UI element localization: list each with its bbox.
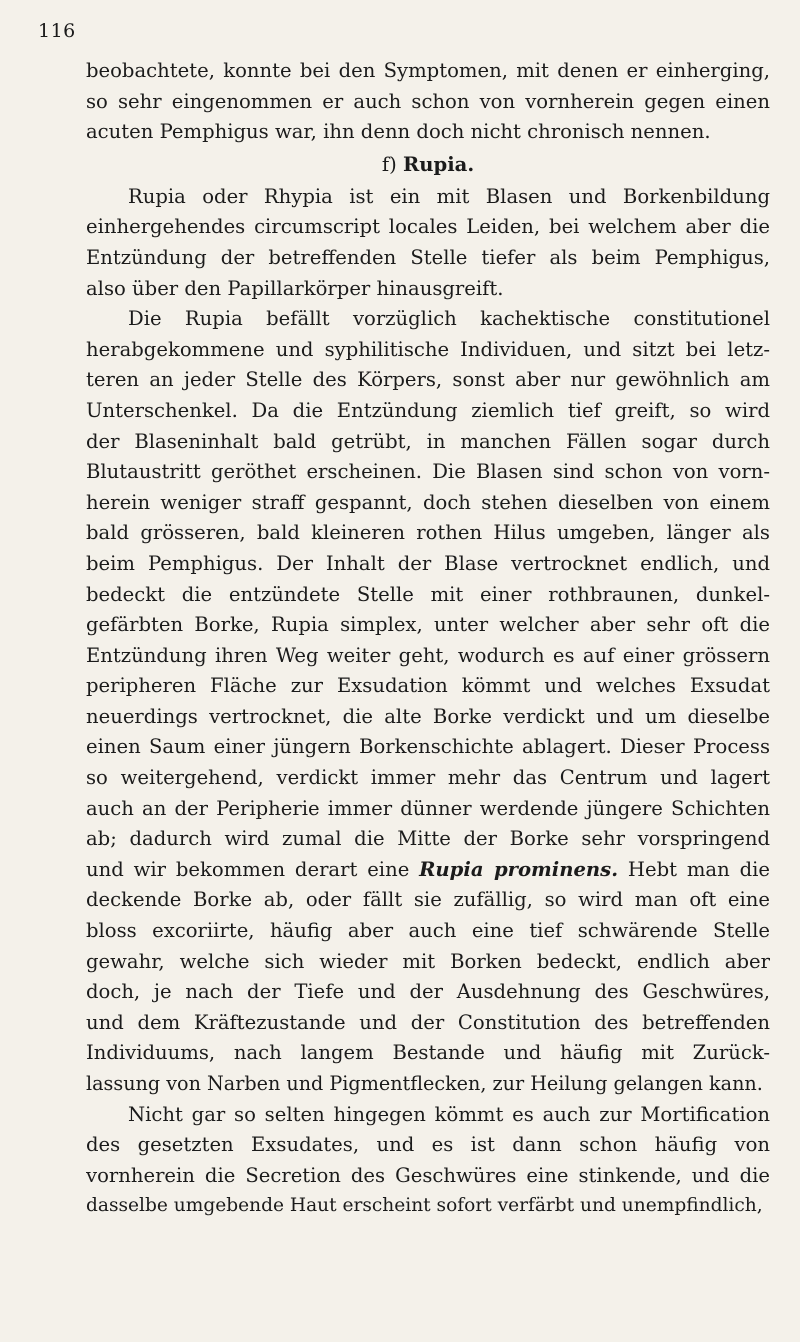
text-line: neuerdings vertrocknet, die alte Borke verdickt und um dieselbe xyxy=(86,704,770,728)
body-text xyxy=(86,56,770,1222)
text-line: peripheren Fläche zur Exsudation kömmt und welches Exsudat xyxy=(86,674,770,698)
section-heading xyxy=(86,148,770,182)
text-line: beim Pemphigus. Der Inhalt der Blase vertrocknet endlich, und xyxy=(86,551,770,575)
section-label: f) xyxy=(381,152,397,176)
text-line: acuten Pemphigus war, ihn denn doch nicht chronisch nennen. xyxy=(86,120,711,144)
text-line: so weitergehend, verdickt immer mehr das Centrum und lagert xyxy=(86,766,770,790)
text-line: Entzündung der betreffenden Stelle tiefer als beim Pemphigus, xyxy=(86,245,770,269)
text-line: der Blaseninhalt bald getrübt, in manchen Fällen sogar durch xyxy=(86,429,770,453)
text-line: vornherein die Secretion des Geschwüres eine stinkende, und die xyxy=(86,1163,770,1187)
text-run: und wir bekommen derart eine xyxy=(86,857,420,881)
text-line: bald grösseren, bald kleineren rothen Hilus umgeben, länger als xyxy=(86,521,770,545)
text-line: ab; dadurch wird zumal die Mitte der Borke sehr vorspringend xyxy=(86,827,770,851)
text-line: teren an jeder Stelle des Körpers, sonst aber nur gewöhnlich am xyxy=(86,368,770,392)
text-line: bloss excoriirte, häufig aber auch eine tief schwärende Stelle xyxy=(86,919,770,943)
text-line: so sehr eingenommen er auch schon von vornherein gegen einen xyxy=(86,89,770,113)
text-line: herabgekommene und syphilitische Individuen, und sitzt bei letz- xyxy=(86,337,770,361)
term-rupia-prominens: Rupia prominens. xyxy=(419,857,619,881)
text-line: bedeckt die entzündete Stelle mit einer rothbraunen, dunkel- xyxy=(86,582,770,606)
text-line: dasselbe umgebende Haut erscheint sofort verfärbt und unempfindlich, xyxy=(86,1195,763,1217)
text-line: Nicht gar so selten hingegen kömmt es auch zur Mortification xyxy=(128,1102,770,1126)
text-line: herein weniger straff gespannt, doch stehen dieselben von einem xyxy=(86,490,770,514)
section-title: Rupia. xyxy=(402,152,475,176)
text-line: also über den Papillarkörper hinausgreift. xyxy=(86,276,504,300)
text-line: Unterschenkel. Da die Entzündung ziemlich tief greift, so wird xyxy=(86,398,770,422)
text-line: und dem Kräftezustande und der Constitution des betreffenden xyxy=(86,1010,770,1034)
text-line: auch an der Peripherie immer dünner werdende jüngere Schichten xyxy=(86,796,770,820)
text-line: Individuums, nach langem Bestande und häufig mit Zurück- xyxy=(86,1041,770,1065)
text-line: einen Saum einer jüngern Borkenschichte ablagert. Dieser Process xyxy=(86,735,770,759)
text-line: Rupia oder Rhypia ist ein mit Blasen und Borkenbildung xyxy=(128,184,770,208)
text-line: Entzündung ihren Weg weiter geht, wodurch es auf einer grössern xyxy=(86,643,770,667)
text-line: lassung von Narben und Pigmentflecken, zur Heilung gelangen kann. xyxy=(86,1072,763,1095)
page-number: 116 xyxy=(38,20,76,42)
text-line: beobachtete, konnte bei den Symptomen, mit denen er einherging, xyxy=(86,59,770,82)
text-line: gefärbten Borke, Rupia simplex, unter welcher aber sehr oft die xyxy=(86,613,770,637)
text-line: doch, je nach der Tiefe und der Ausdehnung des Geschwüres, xyxy=(86,980,770,1004)
text-line: Blutaustritt geröthet erscheinen. Die Blasen sind schon von vorn- xyxy=(86,460,770,484)
text-line xyxy=(86,855,770,886)
text-line: einhergehendes circumscript locales Leiden, bei welchem aber die xyxy=(86,215,770,239)
text-line: des gesetzten Exsudates, und es ist dann schon häufig von xyxy=(86,1133,770,1157)
text-run: Hebt man die xyxy=(618,857,770,881)
text-line: gewahr, welche sich wieder mit Borken bedeckt, endlich aber xyxy=(86,949,770,973)
text-line: deckende Borke ab, oder fällt sie zufällig, so wird man oft eine xyxy=(86,888,770,912)
text-line: Die Rupia befällt vorzüglich kachektische constitutionel xyxy=(128,307,770,331)
